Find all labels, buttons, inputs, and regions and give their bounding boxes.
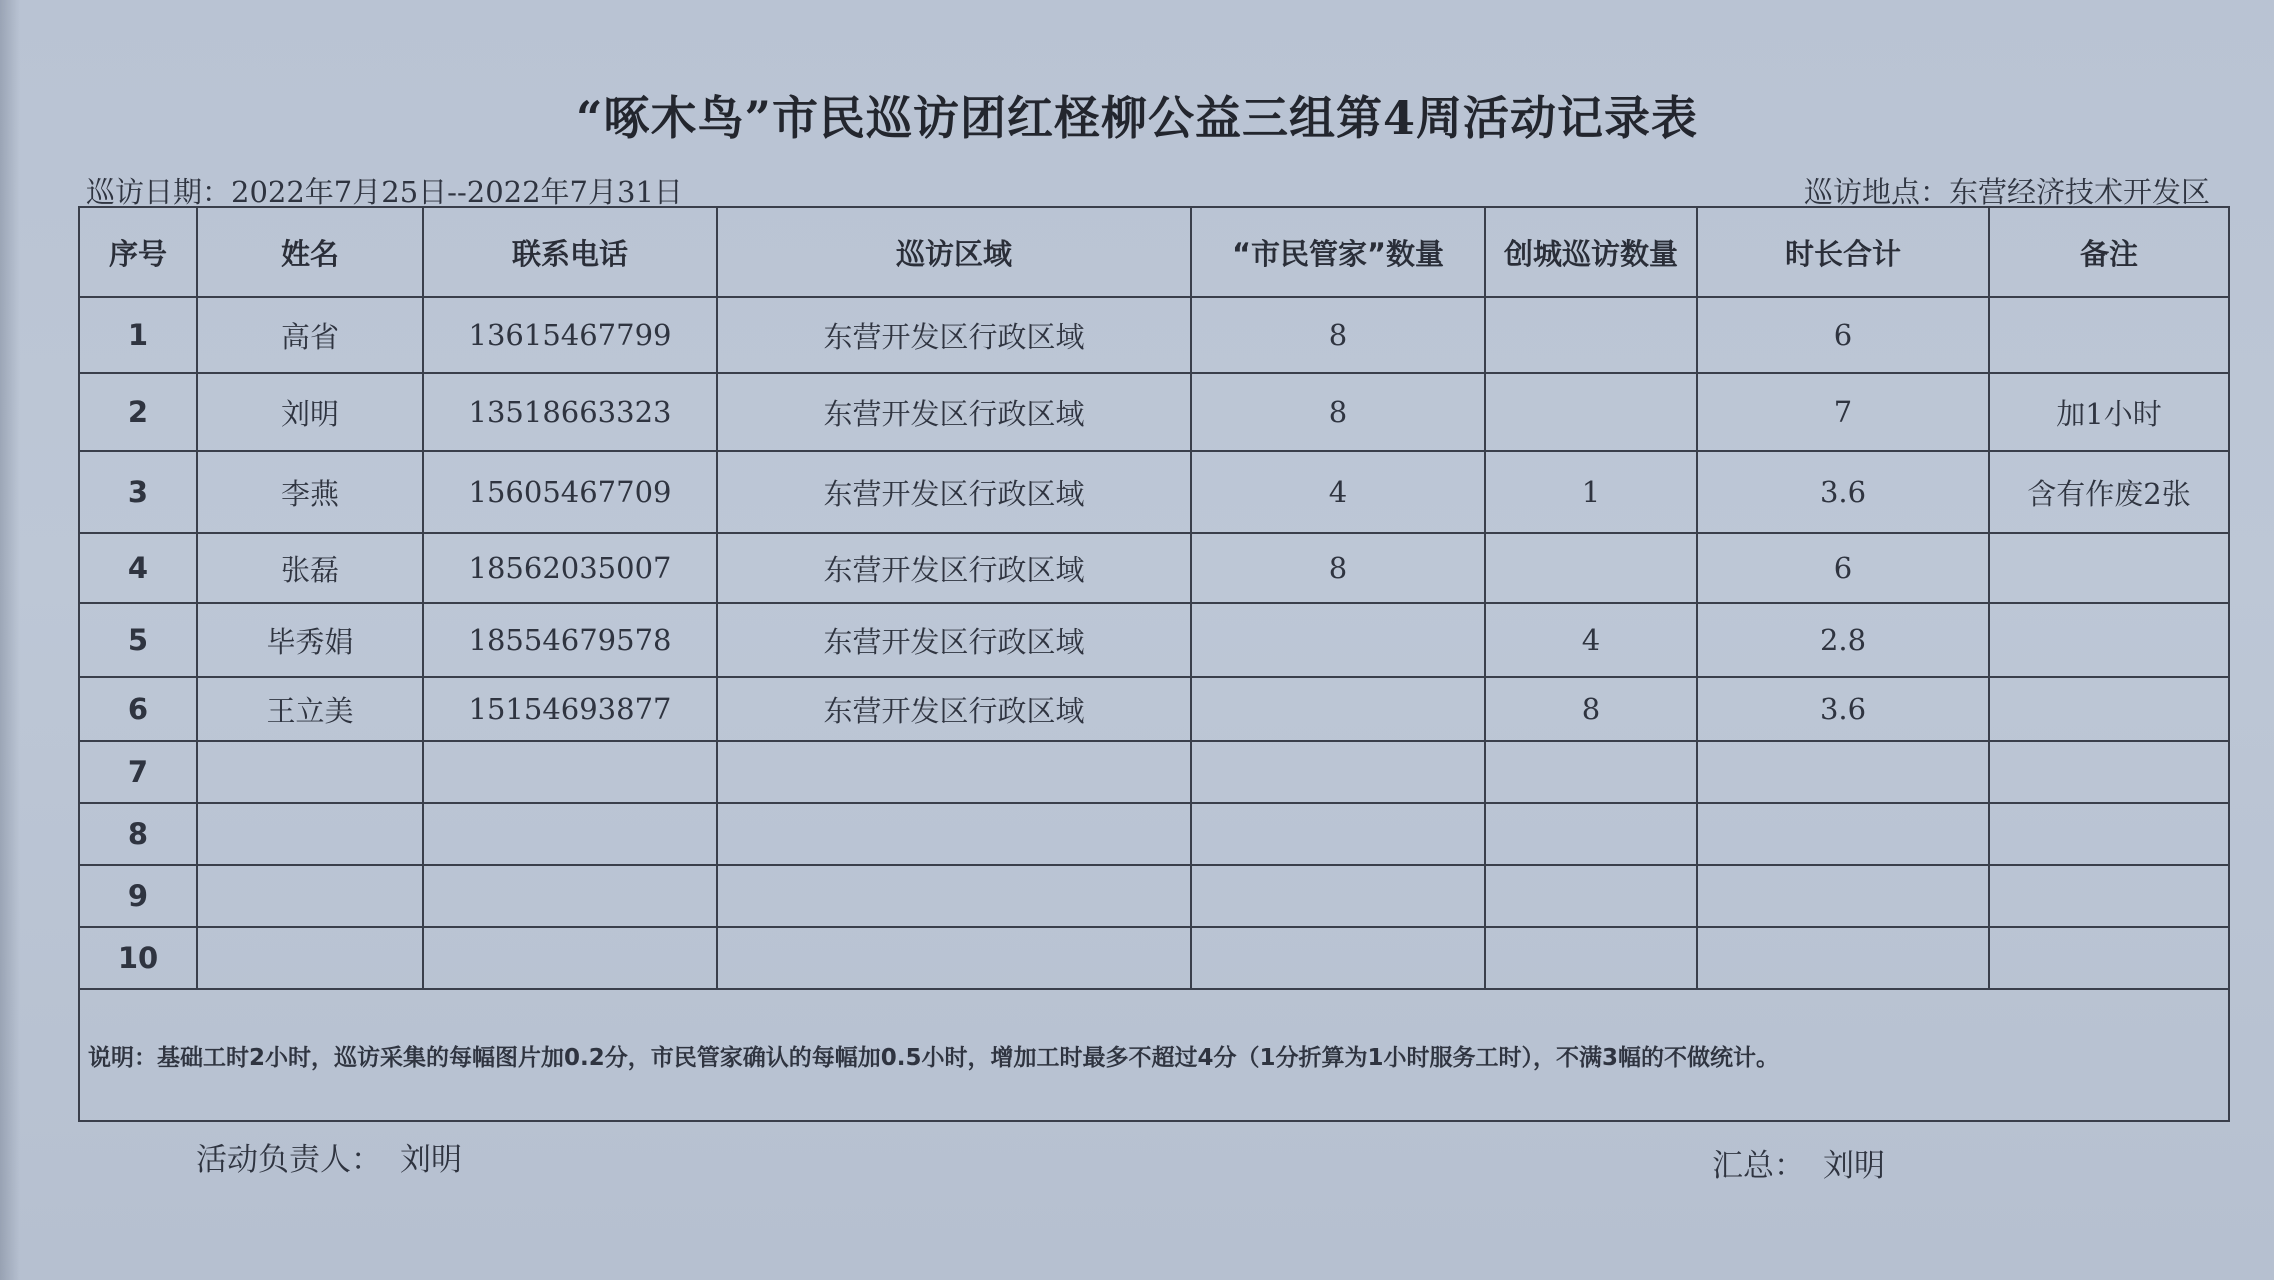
cell-area: 东营开发区行政区域 [717,451,1191,533]
cell-name: 王立美 [197,677,423,741]
cell-name [197,927,423,989]
cell-index: 6 [79,677,197,741]
cell-name [197,865,423,927]
col-header-area: 巡访区域 [717,207,1191,297]
page-edge-shadow [0,0,20,1280]
cell-total-hours [1697,803,1989,865]
cell-phone [423,741,717,803]
table-row [79,803,2229,865]
cell-index: 8 [79,803,197,865]
cell-phone: 18554679578 [423,603,717,677]
cell-patrol-count [1485,533,1697,603]
cell-steward-count [1191,803,1485,865]
cell-remarks [1989,677,2229,741]
cell-phone [423,927,717,989]
cell-steward-count: 8 [1191,533,1485,603]
cell-phone: 13615467799 [423,297,717,373]
patrol-date: 巡访日期：2022年7月25日--2022年7月31日 [86,175,683,209]
table-note-row [79,989,2229,1121]
cell-patrol-count: 4 [1485,603,1697,677]
col-header-steward-count: “市民管家”数量 [1191,207,1485,297]
cell-total-hours [1697,927,1989,989]
table-row [79,451,2229,533]
cell-steward-count: 8 [1191,297,1485,373]
table-row [79,533,2229,603]
cell-index: 5 [79,603,197,677]
cell-index: 2 [79,373,197,451]
cell-patrol-count: 1 [1485,451,1697,533]
cell-index: 4 [79,533,197,603]
cell-total-hours [1697,741,1989,803]
cell-remarks [1989,927,2229,989]
cell-steward-count: 4 [1191,451,1485,533]
col-header-patrol-count: 创城巡访数量 [1485,207,1697,297]
cell-area: 东营开发区行政区域 [717,297,1191,373]
cell-name [197,803,423,865]
cell-name: 毕秀娟 [197,603,423,677]
cell-index: 3 [79,451,197,533]
cell-remarks: 含有作废2张 [1989,451,2229,533]
cell-steward-count [1191,677,1485,741]
cell-patrol-count [1485,741,1697,803]
cell-total-hours: 3.6 [1697,451,1989,533]
table-row [79,865,2229,927]
cell-patrol-count [1485,927,1697,989]
col-header-index: 序号 [79,207,197,297]
activity-leader-signature: 刘明 [400,1142,462,1178]
cell-phone [423,803,717,865]
table-row [79,603,2229,677]
cell-index: 9 [79,865,197,927]
cell-steward-count [1191,927,1485,989]
table-row [79,297,2229,373]
cell-index: 1 [79,297,197,373]
col-header-remarks: 备注 [1989,207,2229,297]
activity-record-table [78,206,2230,1122]
cell-name: 李燕 [197,451,423,533]
cell-area: 东营开发区行政区域 [717,533,1191,603]
cell-total-hours: 6 [1697,533,1989,603]
cell-remarks [1989,603,2229,677]
cell-remarks: 加1小时 [1989,373,2229,451]
cell-remarks [1989,741,2229,803]
cell-steward-count [1191,603,1485,677]
col-header-name: 姓名 [197,207,423,297]
cell-total-hours [1697,865,1989,927]
cell-steward-count [1191,865,1485,927]
cell-area: 东营开发区行政区域 [717,373,1191,451]
col-header-total-hours: 时长合计 [1697,207,1989,297]
table-note: 说明：基础工时2小时，巡访采集的每幅图片加0.2分，市民管家确认的每幅加0.5小时，增加工时最多不超过4分（1分折算为1小时服务工时），不满3幅的不做统计。 [79,989,2229,1121]
table-row [79,677,2229,741]
cell-phone [423,865,717,927]
cell-phone: 15154693877 [423,677,717,741]
table-row [79,927,2229,989]
table-row [79,741,2229,803]
cell-patrol-count [1485,297,1697,373]
cell-area [717,741,1191,803]
cell-remarks [1989,533,2229,603]
table-header-row [79,207,2229,297]
cell-name: 高省 [197,297,423,373]
cell-steward-count [1191,741,1485,803]
cell-area: 东营开发区行政区域 [717,603,1191,677]
cell-phone: 13518663323 [423,373,717,451]
cell-area [717,803,1191,865]
cell-steward-count: 8 [1191,373,1485,451]
cell-total-hours: 6 [1697,297,1989,373]
cell-patrol-count [1485,865,1697,927]
cell-remarks [1989,803,2229,865]
cell-index: 7 [79,741,197,803]
cell-name: 张磊 [197,533,423,603]
col-header-phone: 联系电话 [423,207,717,297]
activity-leader-label: 活动负责人： [196,1142,382,1178]
cell-index: 10 [79,927,197,989]
cell-patrol-count [1485,373,1697,451]
cell-area [717,865,1191,927]
activity-leader [196,1134,462,1179]
cell-name: 刘明 [197,373,423,451]
cell-patrol-count: 8 [1485,677,1697,741]
page-title: “啄木鸟”市民巡访团红柽柳公益三组第4周活动记录表 [576,91,1698,145]
cell-phone: 15605467709 [423,451,717,533]
summary-label: 汇总： [1712,1148,1805,1184]
cell-area: 东营开发区行政区域 [717,677,1191,741]
cell-area [717,927,1191,989]
summary-signature: 刘明 [1823,1148,1885,1184]
cell-patrol-count [1485,803,1697,865]
cell-phone: 18562035007 [423,533,717,603]
cell-total-hours: 7 [1697,373,1989,451]
summary-signer [1712,1140,1885,1185]
patrol-location: 巡访地点：东营经济技术开发区 [1803,175,2210,209]
cell-total-hours: 3.6 [1697,677,1989,741]
table-row [79,373,2229,451]
cell-remarks [1989,297,2229,373]
cell-total-hours: 2.8 [1697,603,1989,677]
cell-remarks [1989,865,2229,927]
cell-name [197,741,423,803]
